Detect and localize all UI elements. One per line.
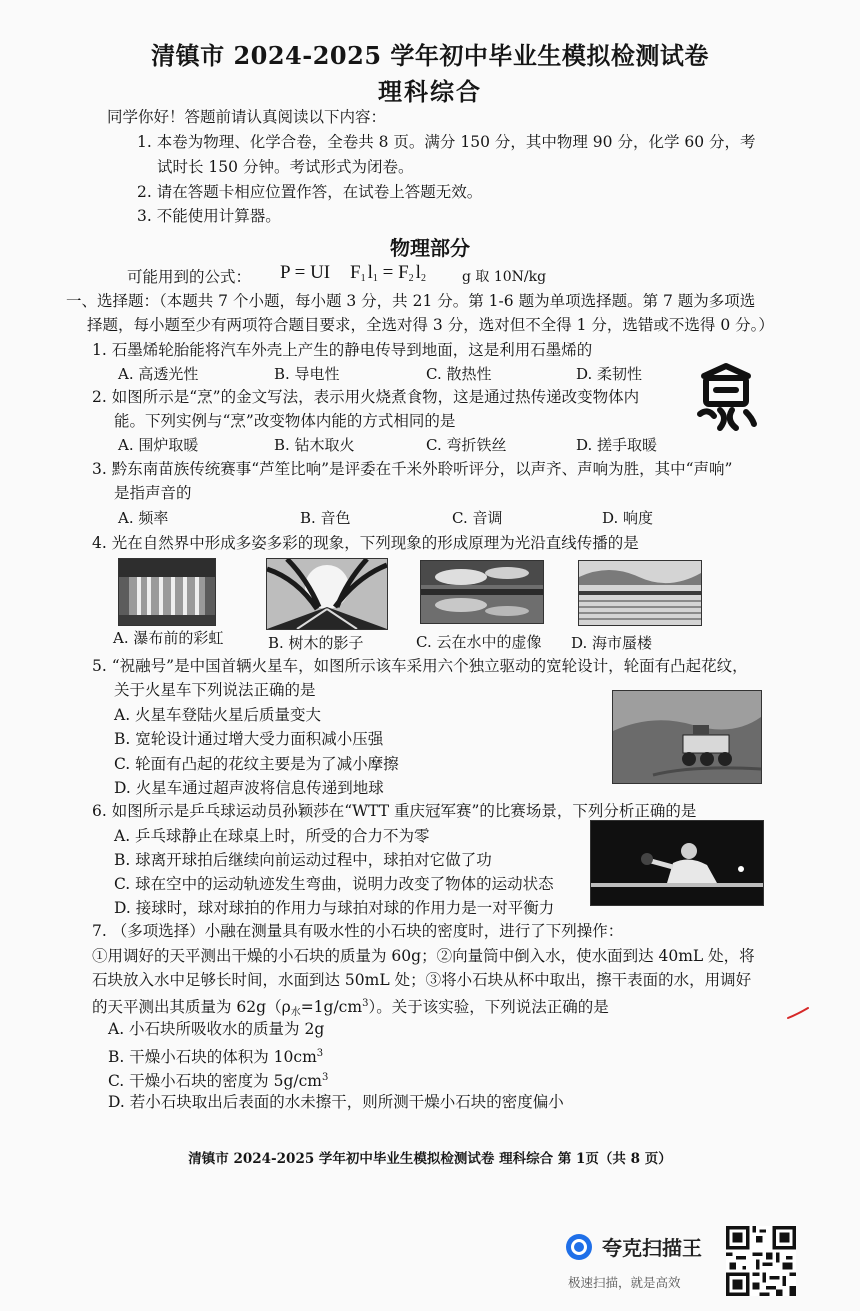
q1-option-b[interactable]: B. 导电性 (274, 365, 340, 383)
q3-option-c[interactable]: C. 音调 (452, 509, 503, 527)
table-tennis-image[interactable] (590, 820, 764, 906)
q7-option-c[interactable]: C. 干燥小石块的密度为 $5g/cm^3$ (108, 1072, 329, 1090)
q6-option-b[interactable]: B. 球离开球拍后继续向前运动过程中，球拍对它做了功 (114, 851, 492, 869)
notice-item-1b: 试时长 150 分钟。考试形式为闭卷。 (157, 158, 414, 176)
q2-stem-b: 能。下列实例与“烹”改变物体内能的方式相同的是 (114, 412, 456, 430)
mars-rover-image[interactable] (612, 690, 762, 784)
q1-option-a[interactable]: A. 高透光性 (118, 365, 199, 383)
q5-option-a[interactable]: A. 火星车登陆火星后质量变大 (114, 706, 322, 724)
q7-stem-d: 的天平测出其质量为 $62g(\rho_水=1g/cm^3)$。关于该实验，下列说法正确的是 (92, 998, 609, 1018)
peng-glyph-icon (690, 362, 762, 434)
q6-stem: 6. 如图所示是乒乓球运动员孙颖莎在“WTT 重庆冠军赛”的比赛场景，下列分析正确的是 (92, 802, 697, 820)
scanner-watermark (566, 1232, 702, 1261)
q7-option-b[interactable]: B. 干燥小石块的体积为 $10cm^3$ (108, 1048, 324, 1066)
q6-option-c[interactable]: C. 球在空中的运动轨迹发生弯曲，说明力改变了物体的运动状态 (114, 875, 554, 893)
notice-item-1a: 1. 本卷为物理、化学合卷，全卷共 8 页。满分 150 分，其中物理 90 分，化学 60 分，考 (137, 133, 756, 151)
notice-greeting: 同学你好！答题前请认真阅读以下内容： (107, 108, 387, 126)
waterfall-rainbow-image[interactable] (118, 558, 216, 626)
part1-instructions-a: 一、选择题：（本题共 7 个小题，每小题 3 分，共 21 分。第 1-6 题为单项选择题。第 7 题为多项选 (66, 292, 756, 310)
q7-stem-a: 7. （多项选择）小融在测量具有吸水性的小石块的密度时，进行了下列操作： (92, 922, 624, 940)
q3-options (118, 507, 653, 528)
q2-options (118, 434, 657, 455)
q4-caption-b[interactable]: B. 树木的影子 (268, 634, 364, 652)
cloud-reflection-image[interactable] (420, 560, 544, 624)
q4-caption-d[interactable]: D. 海市蜃楼 (571, 634, 653, 652)
q4-caption-c[interactable]: C. 云在水中的虚像 (416, 633, 542, 651)
scanner-logo-icon (566, 1234, 592, 1260)
q4-caption-a[interactable]: A. 瀑布前的彩虹 (113, 629, 224, 647)
pen-mark-icon (786, 1006, 810, 1020)
formula-power: P = UI (280, 262, 331, 283)
part1-instructions-b: 择题，每小题至少有两项符合题目要求，全选对得 3 分，选对但不全得 1 分，选错或不选得 0 分。） (87, 316, 774, 334)
q1-stem: 1. 石墨烯轮胎能将汽车外壳上产生的静电传导到地面，这是利用石墨烯的 (92, 341, 593, 359)
q2-option-c[interactable]: C. 弯折铁丝 (426, 436, 507, 454)
q5-stem-b: 关于火星车下列说法正确的是 (114, 681, 316, 699)
q3-stem-b: 是指声音的 (114, 484, 192, 502)
mirage-image[interactable] (578, 560, 702, 626)
q5-option-d[interactable]: D. 火星车通过超声波将信息传递到地球 (114, 779, 384, 797)
q4-stem: 4. 光在自然界中形成多姿多彩的现象，下列现象的形成原理为光沿直线传播的是 (92, 534, 639, 552)
notice-item-3: 3. 不能使用计算器。 (137, 207, 281, 225)
q1-options (118, 363, 642, 384)
q3-stem-a: 3. 黔东南苗族传统赛事“芦笙比响”是评委在千米外聆听评分，以声齐、声响为胜，其中“声响” (92, 460, 733, 478)
formula-lever: $F_1$ $l_1 = F_2$ $l_2$ (350, 262, 426, 284)
page-footer: 清镇市 2024-2025 学年初中毕业生模拟检测试卷 理科综合 第 1页（共 8 页） (188, 1151, 672, 1167)
q2-option-d[interactable]: D. 搓手取暖 (576, 436, 658, 454)
q7-stem-b: ①用调好的天平测出干燥的小石块的质量为 60g；②向量筒中倒入水，使水面到达 40mL 处，将 (92, 947, 755, 965)
q2-option-b[interactable]: B. 钻木取火 (274, 436, 355, 454)
q5-option-b[interactable]: B. 宽轮设计通过增大受力面积减小压强 (114, 730, 384, 748)
q1-option-c[interactable]: C. 散热性 (426, 365, 492, 383)
exam-subtitle: 理科综合 (378, 77, 482, 106)
exam-title: 清镇市 2024-2025 学年初中毕业生模拟检测试卷 (151, 41, 709, 70)
q2-stem-a: 2. 如图所示是“烹”的金文写法，表示用火烧煮食物，这是通过热传递改变物体内 (92, 388, 640, 406)
q7-option-a[interactable]: A. 小石块所吸收水的质量为 2g (108, 1020, 325, 1038)
scanner-brand: 夸克扫描王 (602, 1236, 702, 1260)
q6-option-a[interactable]: A. 乒乓球静止在球桌上时，所受的合力不为零 (114, 827, 430, 845)
tree-shadow-image[interactable] (266, 558, 388, 630)
q3-option-a[interactable]: A. 频率 (118, 509, 169, 527)
notice-item-2: 2. 请在答题卡相应位置作答，在试卷上答题无效。 (137, 183, 483, 201)
qr-code-icon[interactable] (726, 1226, 796, 1296)
q2-option-a[interactable]: A. 围炉取暖 (118, 436, 199, 454)
scanner-tagline: 极速扫描，就是高效 (568, 1275, 681, 1290)
q3-option-d[interactable]: D. 响度 (602, 509, 654, 527)
q7-stem-c: 石块放入水中足够长时间，水面到达 50mL 处；③将小石块从杯中取出，擦干表面的水，用调好 (92, 971, 752, 989)
q5-option-c[interactable]: C. 轮面有凸起的花纹主要是为了减小摩擦 (114, 755, 399, 773)
formula-label: 可能用到的公式： (127, 268, 252, 286)
q3-option-b[interactable]: B. 音色 (300, 509, 351, 527)
q7-option-d[interactable]: D. 若小石块取出后表面的水未擦干，则所测干燥小石块的密度偏小 (108, 1093, 564, 1111)
q1-option-d[interactable]: D. 柔韧性 (576, 365, 643, 383)
q5-stem-a: 5. “祝融号”是中国首辆火星车，如图所示该车采用六个独立驱动的宽轮设计，轮面有凸起花纹， (92, 657, 748, 675)
section-title: 物理部分 (390, 236, 470, 260)
q6-option-d[interactable]: D. 接球时，球对球拍的作用力与球拍对球的作用力是一对平衡力 (114, 899, 555, 917)
gravity-constant: g 取 10N/kg (462, 269, 547, 285)
